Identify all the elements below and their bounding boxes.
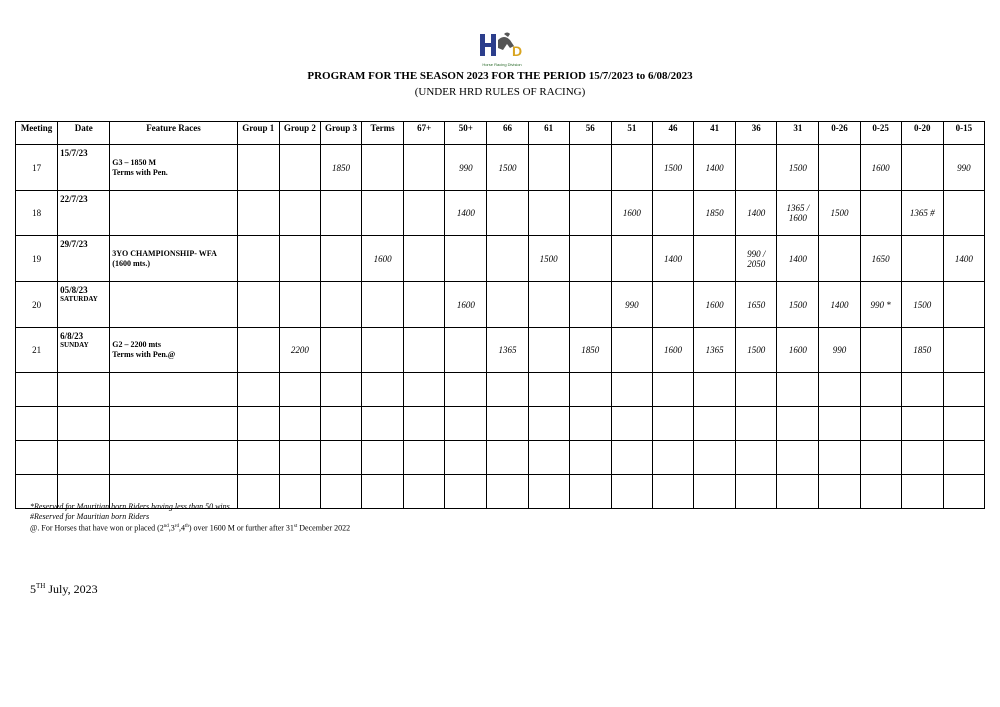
distance-cell: [528, 282, 569, 328]
distance-cell: [237, 236, 279, 282]
empty-cell: [528, 441, 569, 475]
empty-cell: [736, 475, 777, 509]
distance-cell: [736, 145, 777, 191]
empty-cell: [16, 407, 58, 441]
empty-cell: [694, 441, 736, 475]
empty-cell: [736, 441, 777, 475]
hrd-logo: [474, 30, 530, 66]
empty-row: [16, 441, 985, 475]
empty-cell: [487, 441, 528, 475]
column-header: 66: [487, 122, 528, 145]
distance-cell: 2200: [279, 328, 320, 373]
feature-race-line: G2 – 2200 mts: [112, 340, 161, 349]
table-row: [16, 236, 985, 282]
distance-cell: [943, 282, 984, 328]
distance-cell: [487, 191, 528, 236]
empty-cell: [279, 373, 320, 407]
distance-cell: 1500: [487, 145, 528, 191]
distance-cell: [528, 328, 569, 373]
column-header: Terms: [362, 122, 404, 145]
empty-cell: [237, 441, 279, 475]
distance-cell: 1600: [652, 328, 693, 373]
column-header: 0-15: [943, 122, 984, 145]
distance-cell: 1400: [652, 236, 693, 282]
empty-cell: [362, 441, 404, 475]
distance-cell: [569, 145, 611, 191]
empty-cell: [487, 475, 528, 509]
empty-cell: [445, 373, 487, 407]
distance-cell: 1365 / 1600: [777, 191, 819, 236]
date-value: 22/7/23: [60, 194, 88, 204]
distance-cell: 1650: [860, 236, 901, 282]
distance-cell: [652, 282, 693, 328]
page-title: PROGRAM FOR THE SEASON 2023 FOR THE PERIOD 15/7/2023 to 6/08/2023: [307, 70, 693, 82]
empty-cell: [110, 441, 237, 475]
empty-cell: [652, 407, 693, 441]
distance-cell: 990 *: [860, 282, 901, 328]
meeting-cell: 19: [16, 236, 58, 282]
empty-cell: [569, 475, 611, 509]
distance-cell: [528, 145, 569, 191]
distance-cell: 1850: [901, 328, 943, 373]
empty-cell: [487, 407, 528, 441]
column-header: 0-26: [819, 122, 860, 145]
distance-cell: [237, 145, 279, 191]
distance-cell: 1365: [487, 328, 528, 373]
distance-cell: 1850: [694, 191, 736, 236]
empty-cell: [320, 407, 361, 441]
footnote-at: @. For Horses that have won or placed (2nd,3rd,4th) over 1600 M or further after 31st December 2022: [30, 523, 351, 533]
empty-cell: [736, 407, 777, 441]
distance-cell: 1365 #: [901, 191, 943, 236]
empty-cell: [16, 441, 58, 475]
empty-cell: [279, 441, 320, 475]
empty-cell: [279, 407, 320, 441]
column-header: 46: [652, 122, 693, 145]
distance-cell: 1600: [611, 191, 652, 236]
empty-cell: [694, 407, 736, 441]
empty-cell: [819, 475, 860, 509]
distance-cell: 1500: [736, 328, 777, 373]
empty-cell: [404, 475, 445, 509]
distance-cell: 1400: [819, 282, 860, 328]
column-header: Meeting: [16, 122, 58, 145]
distance-cell: [279, 145, 320, 191]
empty-cell: [652, 373, 693, 407]
empty-cell: [237, 407, 279, 441]
empty-cell: [445, 475, 487, 509]
empty-cell: [652, 441, 693, 475]
distance-cell: [652, 191, 693, 236]
distance-cell: 1600: [445, 282, 487, 328]
column-header: 67+: [404, 122, 445, 145]
column-header: 31: [777, 122, 819, 145]
column-header: 61: [528, 122, 569, 145]
empty-cell: [569, 407, 611, 441]
empty-cell: [320, 373, 361, 407]
page-subtitle: (UNDER HRD RULES OF RACING): [414, 86, 586, 98]
empty-cell: [58, 373, 110, 407]
distance-cell: [445, 328, 487, 373]
date-cell: [58, 145, 110, 191]
empty-cell: [528, 407, 569, 441]
empty-cell: [58, 441, 110, 475]
date-value: 6/8/23: [60, 331, 84, 341]
empty-cell: [611, 441, 652, 475]
empty-cell: [819, 373, 860, 407]
column-header: 41: [694, 122, 736, 145]
empty-cell: [694, 373, 736, 407]
empty-cell: [404, 441, 445, 475]
distance-cell: [860, 328, 901, 373]
distance-cell: 1600: [362, 236, 404, 282]
date-cell: [58, 236, 110, 282]
distance-cell: 1500: [819, 191, 860, 236]
distance-cell: [487, 236, 528, 282]
distance-cell: 1850: [320, 145, 361, 191]
empty-cell: [528, 373, 569, 407]
meeting-cell: 18: [16, 191, 58, 236]
empty-cell: [777, 441, 819, 475]
empty-cell: [901, 407, 943, 441]
distance-cell: [279, 282, 320, 328]
empty-cell: [58, 407, 110, 441]
empty-cell: [901, 373, 943, 407]
distance-cell: [404, 328, 445, 373]
distance-cell: [611, 145, 652, 191]
distance-cell: 1500: [652, 145, 693, 191]
meeting-cell: 17: [16, 145, 58, 191]
feature-race-cell: [110, 328, 237, 373]
distance-cell: [445, 236, 487, 282]
feature-race-line: G3 – 1850 M: [112, 157, 157, 167]
feature-race-line: Terms with Pen.@: [112, 350, 176, 359]
empty-cell: [404, 407, 445, 441]
distance-cell: 1400: [777, 236, 819, 282]
logo-caption: Horse Racing Division: [482, 62, 522, 67]
distance-cell: 1365: [694, 328, 736, 373]
empty-cell: [528, 475, 569, 509]
distance-cell: [237, 191, 279, 236]
empty-cell: [943, 373, 984, 407]
empty-cell: [569, 441, 611, 475]
column-header: Group 1: [237, 122, 279, 145]
empty-cell: [901, 441, 943, 475]
date-value: 29/7/23: [60, 239, 88, 249]
distance-cell: 990: [611, 282, 652, 328]
empty-cell: [901, 475, 943, 509]
distance-cell: [901, 145, 943, 191]
empty-cell: [445, 441, 487, 475]
empty-cell: [860, 475, 901, 509]
distance-cell: 1600: [694, 282, 736, 328]
empty-cell: [860, 373, 901, 407]
table-row: [16, 328, 985, 373]
date-cell: [58, 191, 110, 236]
column-header: 0-20: [901, 122, 943, 145]
empty-cell: [611, 407, 652, 441]
distance-cell: [320, 191, 361, 236]
distance-cell: 1600: [777, 328, 819, 373]
empty-cell: [487, 373, 528, 407]
distance-cell: [404, 145, 445, 191]
empty-cell: [860, 441, 901, 475]
distance-cell: 1500: [528, 236, 569, 282]
distance-cell: 1500: [901, 282, 943, 328]
column-header: 0-25: [860, 122, 901, 145]
distance-cell: [279, 191, 320, 236]
distance-cell: 1400: [943, 236, 984, 282]
empty-cell: [362, 373, 404, 407]
feature-race-cell: [110, 191, 237, 236]
column-header: Date: [58, 122, 110, 145]
empty-cell: [611, 475, 652, 509]
distance-cell: [860, 191, 901, 236]
column-header: 56: [569, 122, 611, 145]
program-table: [15, 121, 985, 509]
distance-cell: [819, 145, 860, 191]
empty-cell: [819, 407, 860, 441]
distance-cell: [569, 236, 611, 282]
distance-cell: [943, 191, 984, 236]
empty-cell: [320, 441, 361, 475]
feature-race-line: (1600 mts.): [112, 258, 151, 268]
distance-cell: 1650: [736, 282, 777, 328]
distance-cell: [404, 191, 445, 236]
empty-cell: [943, 475, 984, 509]
distance-cell: 1850: [569, 328, 611, 373]
column-header: Group 3: [320, 122, 361, 145]
distance-cell: 1600: [860, 145, 901, 191]
distance-cell: 990: [445, 145, 487, 191]
distance-cell: [487, 282, 528, 328]
empty-cell: [362, 475, 404, 509]
empty-cell: [943, 441, 984, 475]
date-cell: [58, 328, 110, 373]
column-header: Group 2: [279, 122, 320, 145]
table-row: [16, 282, 985, 328]
table-header-row: [16, 122, 985, 145]
empty-cell: [736, 373, 777, 407]
distance-cell: 990: [819, 328, 860, 373]
empty-cell: [569, 373, 611, 407]
distance-cell: [819, 236, 860, 282]
column-header: Feature Races: [110, 122, 237, 145]
empty-row: [16, 373, 985, 407]
date-cell: [58, 282, 110, 328]
empty-cell: [777, 475, 819, 509]
empty-cell: [694, 475, 736, 509]
table-row: [16, 191, 985, 236]
date-value: 15/7/23: [60, 148, 88, 158]
meeting-cell: 21: [16, 328, 58, 373]
distance-cell: [320, 236, 361, 282]
distance-cell: 990 / 2050: [736, 236, 777, 282]
empty-cell: [110, 373, 237, 407]
empty-cell: [943, 407, 984, 441]
feature-race-cell: [110, 145, 237, 191]
meeting-cell: 20: [16, 282, 58, 328]
distance-cell: 1500: [777, 282, 819, 328]
feature-race-cell: [110, 282, 237, 328]
distance-cell: [320, 328, 361, 373]
distance-cell: [237, 282, 279, 328]
column-header: 50+: [445, 122, 487, 145]
empty-cell: [652, 475, 693, 509]
day-value: SATURDAY: [60, 295, 98, 303]
footnote-hash: #Reserved for Mauritian born Riders: [30, 512, 150, 521]
distance-cell: [362, 191, 404, 236]
empty-cell: [777, 373, 819, 407]
distance-cell: 990: [943, 145, 984, 191]
distance-cell: [611, 236, 652, 282]
column-header: 36: [736, 122, 777, 145]
empty-cell: [777, 407, 819, 441]
distance-cell: [362, 145, 404, 191]
distance-cell: 1400: [736, 191, 777, 236]
distance-cell: [943, 328, 984, 373]
distance-cell: [694, 236, 736, 282]
distance-cell: [569, 282, 611, 328]
distance-cell: [320, 282, 361, 328]
empty-cell: [445, 407, 487, 441]
empty-cell: [362, 407, 404, 441]
feature-race-cell: [110, 236, 237, 282]
day-value: SUNDAY: [60, 341, 89, 349]
column-header: 51: [611, 122, 652, 145]
empty-cell: [404, 373, 445, 407]
distance-cell: [362, 282, 404, 328]
empty-cell: [110, 407, 237, 441]
empty-cell: [237, 373, 279, 407]
empty-cell: [819, 441, 860, 475]
distance-cell: [611, 328, 652, 373]
distance-cell: [279, 236, 320, 282]
table-row: [16, 145, 985, 191]
distance-cell: 1400: [694, 145, 736, 191]
feature-race-line: 3YO CHAMPIONSHIP- WFA: [112, 248, 217, 258]
distance-cell: [901, 236, 943, 282]
footnotes: [30, 502, 350, 534]
feature-race-line: Terms with Pen.: [112, 167, 168, 177]
date-value: 05/8/23: [60, 285, 88, 295]
distance-cell: 1400: [445, 191, 487, 236]
distance-cell: [404, 236, 445, 282]
empty-cell: [16, 373, 58, 407]
distance-cell: [528, 191, 569, 236]
footnote-asterisk: *Reserved for Mauritian born Riders having less than 50 wins: [30, 502, 230, 511]
empty-row: [16, 407, 985, 441]
empty-cell: [860, 407, 901, 441]
distance-cell: [569, 191, 611, 236]
distance-cell: [237, 328, 279, 373]
empty-cell: [611, 373, 652, 407]
distance-cell: [404, 282, 445, 328]
svg-text:D: D: [512, 43, 523, 59]
distance-cell: [362, 328, 404, 373]
distance-cell: 1500: [777, 145, 819, 191]
document-date: 5TH July, 2023: [30, 582, 98, 596]
